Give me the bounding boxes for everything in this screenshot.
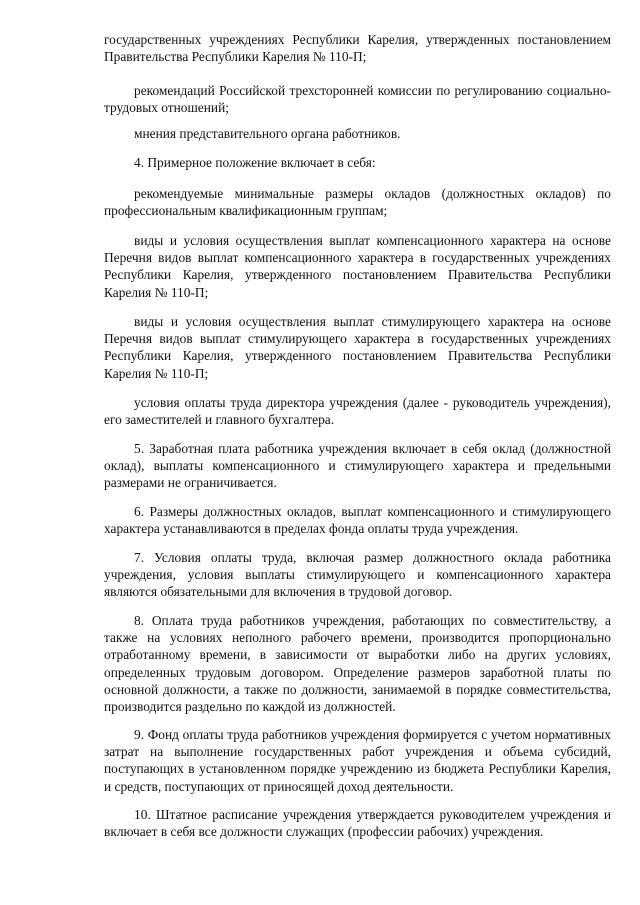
paragraph-compensation: виды и условия осуществления выплат компенсационного характера на основе Перечня видов выплат компенсационного характера в государственных учреждениях Республики Карелия, утвержденного постановлением Правительства Республики Карелия № 110-П; [104,233,611,300]
paragraph-recommendations: рекомендаций Российской трехсторонней комиссии по регулированию социально-трудовых отношений; [104,83,611,116]
paragraph-item-10: 10. Штатное расписание учреждения утверждается руководителем учреждения и включает в себя все должности служащих (профессии рабочих) учреждения. [104,807,611,840]
paragraph-item-5: 5. Заработная плата работника учреждения включает в себя оклад (должностной оклад), выплаты компенсационного и стимулирующего характера и предельными размерами не ограничивается. [104,441,611,491]
paragraph-opinion: мнения представительного органа работников. [134,126,401,141]
paragraph-item-7: 7. Условия оплаты труда, включая размер должностного оклада работника учреждения, условия выплаты стимулирующего и компенсационного характера являются обязательными для включения в трудовой договор. [104,550,611,600]
paragraph-incentive: виды и условия осуществления выплат стимулирующего характера на основе Перечня видов выплат стимулирующего характера в государственных учреждениях Республики Карелия, утвержденного постановлением Правительства Республики Карелия № 110-П; [104,314,611,381]
paragraph-min-salaries: рекомендуемые минимальные размеры окладов (должностных окладов) по профессиональным квалификационным группам; [104,186,611,219]
paragraph-director-pay: условия оплаты труда директора учреждения (далее - руководитель учреждения), его заместителей и главного бухгалтера. [104,395,611,428]
paragraph-continuation: государственных учреждениях Республики Карелия, утвержденных постановлением Правительства Республики Карелия № 110-П; [104,32,611,65]
paragraph-item-8: 8. Оплата труда работников учреждения, работающих по совместительству, а также на условиях неполного рабочего времени, производится пропорционально отработанному времени, в зависимости от выработки либо на других условиях, определенных трудовым договором. Определение размеров заработной платы по основной должности, а также по должности, занимаемой в порядке совместительства, производится раздельно по каждой из должностей. [104,613,611,715]
paragraph-item-9: 9. Фонд оплаты труда работников учреждения формируется с учетом нормативных затрат на выполнение государственных работ учреждения и объема субсидий, поступающих в установленном порядке учреждению из бюджета Республики Карелия, и средств, поступающих от приносящей доход деятельности. [104,727,611,794]
paragraph-item-4: 4. Примерное положение включает в себя: [134,155,376,170]
paragraph-item-6: 6. Размеры должностных окладов, выплат компенсационного и стимулирующего характера устанавливаются в пределах фонда оплаты труда учреждения. [104,504,611,537]
